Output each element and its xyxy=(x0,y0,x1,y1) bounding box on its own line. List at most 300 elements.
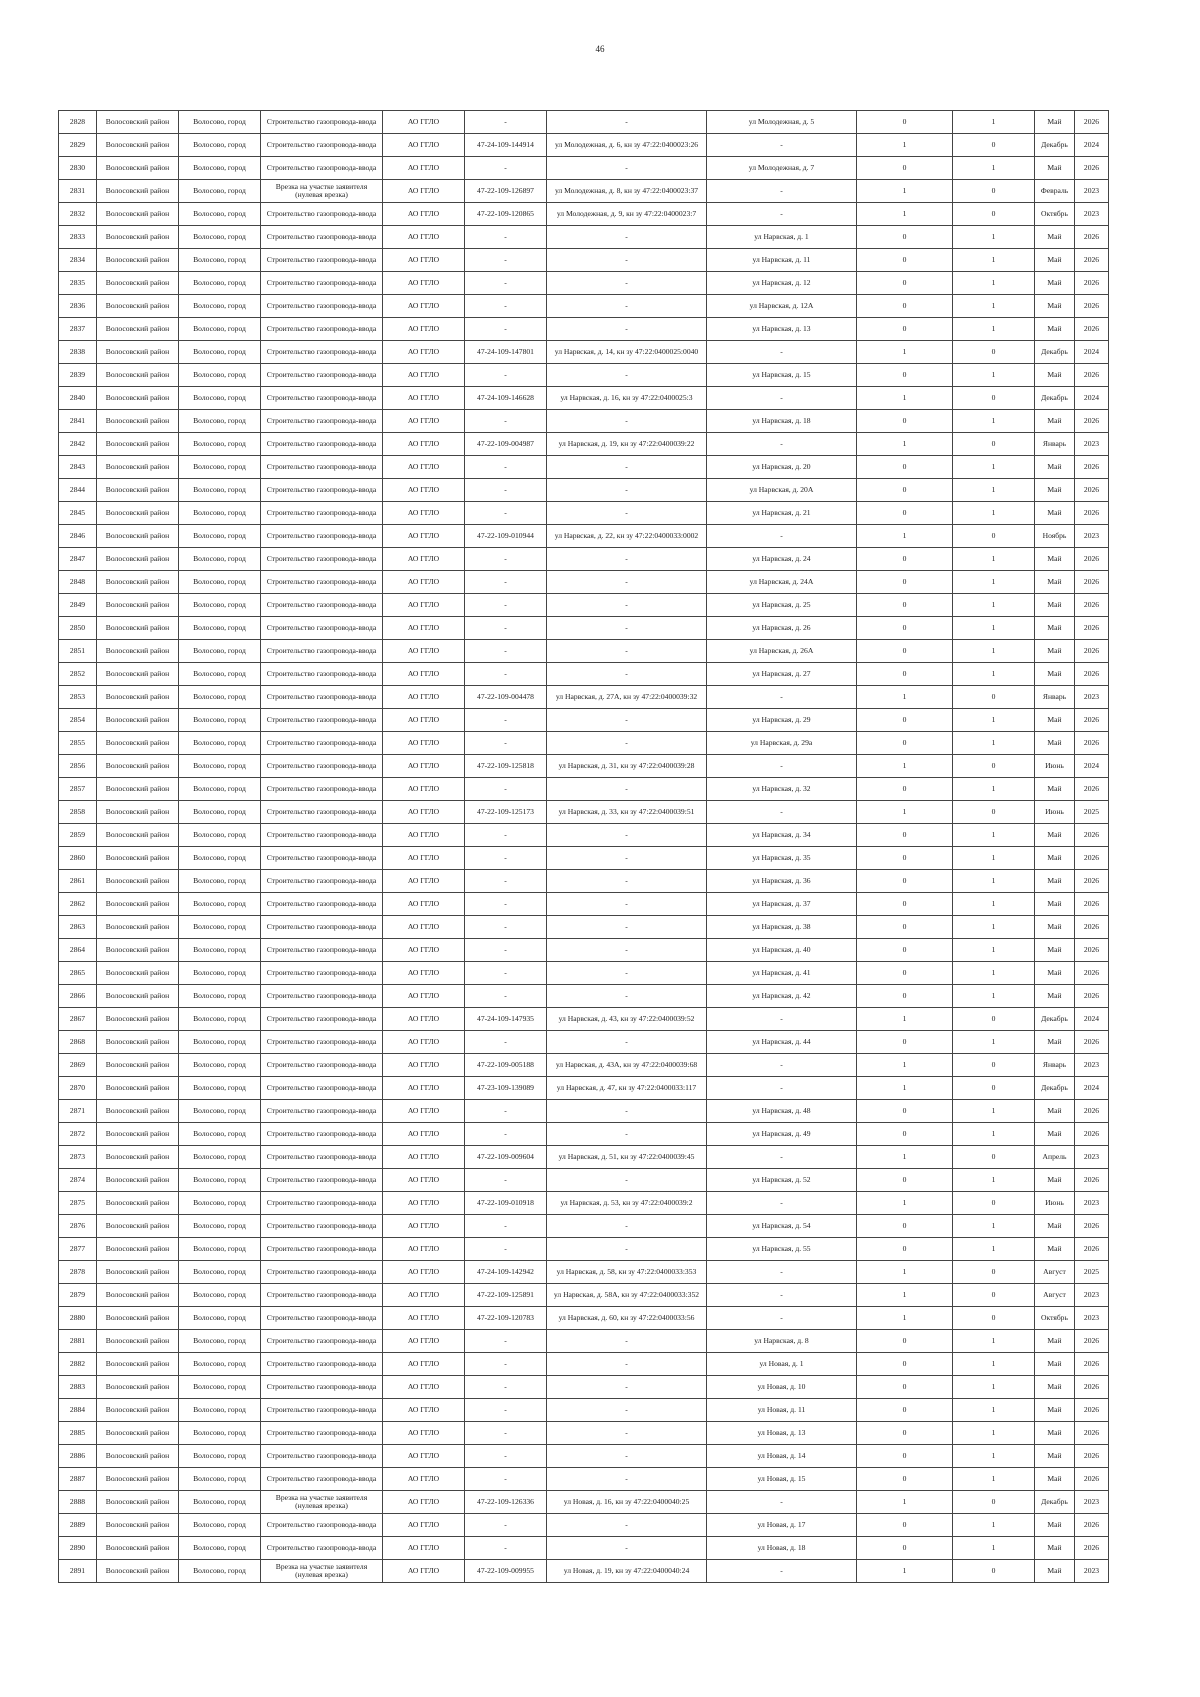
cell-permit: - xyxy=(465,157,547,180)
cell-q1: 1 xyxy=(953,1031,1035,1054)
cell-q1: 0 xyxy=(953,433,1035,456)
cell-district: Волосовский район xyxy=(97,1261,179,1284)
cell-n: 2882 xyxy=(59,1353,97,1376)
cell-work: Строительство газопровода-ввода xyxy=(261,1146,383,1169)
cell-permit: 47-22-109-125818 xyxy=(465,755,547,778)
cell-address: ул Нарвская, д. 12А xyxy=(707,295,857,318)
cell-permit: - xyxy=(465,1123,547,1146)
cell-q1: 0 xyxy=(953,341,1035,364)
table-row xyxy=(59,1491,1109,1514)
cell-cadastral: - xyxy=(547,594,707,617)
table-row xyxy=(59,571,1109,594)
cell-q1: 1 xyxy=(953,1123,1035,1146)
cell-settlement: Волосово, город xyxy=(179,433,261,456)
cell-cadastral: - xyxy=(547,709,707,732)
cell-month: Декабрь xyxy=(1035,1008,1075,1031)
cell-q0: 0 xyxy=(857,226,953,249)
cell-month: Май xyxy=(1035,939,1075,962)
cell-permit: - xyxy=(465,548,547,571)
cell-n: 2878 xyxy=(59,1261,97,1284)
cell-n: 2888 xyxy=(59,1491,97,1514)
table-row xyxy=(59,111,1109,134)
cell-org: АО ГГЛО xyxy=(383,1307,465,1330)
cell-work: Строительство газопровода-ввода xyxy=(261,479,383,502)
cell-org: АО ГГЛО xyxy=(383,1376,465,1399)
cell-settlement: Волосово, город xyxy=(179,985,261,1008)
table-row xyxy=(59,387,1109,410)
cell-n: 2841 xyxy=(59,410,97,433)
cell-district: Волосовский район xyxy=(97,502,179,525)
cell-n: 2885 xyxy=(59,1422,97,1445)
cell-district: Волосовский район xyxy=(97,1376,179,1399)
cell-settlement: Волосово, город xyxy=(179,111,261,134)
cell-address: ул Нарвская, д. 24А xyxy=(707,571,857,594)
cell-year: 2026 xyxy=(1075,502,1109,525)
cell-year: 2023 xyxy=(1075,1054,1109,1077)
cell-q1: 1 xyxy=(953,847,1035,870)
cell-month: Май xyxy=(1035,893,1075,916)
cell-q0: 1 xyxy=(857,1491,953,1514)
cell-n: 2881 xyxy=(59,1330,97,1353)
cell-month: Май xyxy=(1035,1560,1075,1583)
cell-q0: 0 xyxy=(857,1169,953,1192)
cell-address: - xyxy=(707,433,857,456)
cell-q1: 0 xyxy=(953,801,1035,824)
cell-org: АО ГГЛО xyxy=(383,1077,465,1100)
cell-permit: - xyxy=(465,663,547,686)
cell-work: Строительство газопровода-ввода xyxy=(261,755,383,778)
cell-org: АО ГГЛО xyxy=(383,1054,465,1077)
cell-cadastral: ул Нарвская, д. 22, кн зу 47:22:0400033:0002 xyxy=(547,525,707,548)
cell-org: АО ГГЛО xyxy=(383,709,465,732)
cell-settlement: Волосово, город xyxy=(179,686,261,709)
cell-org: АО ГГЛО xyxy=(383,1330,465,1353)
cell-work: Строительство газопровода-ввода xyxy=(261,1514,383,1537)
cell-q1: 1 xyxy=(953,709,1035,732)
cell-permit: - xyxy=(465,1376,547,1399)
cell-cadastral: - xyxy=(547,962,707,985)
table-row xyxy=(59,893,1109,916)
cell-org: АО ГГЛО xyxy=(383,962,465,985)
table-row xyxy=(59,1330,1109,1353)
table-row xyxy=(59,1422,1109,1445)
cell-q1: 0 xyxy=(953,203,1035,226)
cell-n: 2838 xyxy=(59,341,97,364)
cell-n: 2858 xyxy=(59,801,97,824)
cell-month: Май xyxy=(1035,1238,1075,1261)
cell-month: Декабрь xyxy=(1035,341,1075,364)
cell-address: ул Нарвская, д. 18 xyxy=(707,410,857,433)
cell-address: ул Нарвская, д. 38 xyxy=(707,916,857,939)
cell-settlement: Волосово, город xyxy=(179,180,261,203)
cell-address: ул Молодежная, д. 7 xyxy=(707,157,857,180)
cell-month: Май xyxy=(1035,1353,1075,1376)
cell-month: Май xyxy=(1035,272,1075,295)
cell-permit: 47-24-109-146628 xyxy=(465,387,547,410)
cell-year: 2026 xyxy=(1075,594,1109,617)
cell-month: Май xyxy=(1035,1399,1075,1422)
cell-permit: - xyxy=(465,1537,547,1560)
cell-district: Волосовский район xyxy=(97,1031,179,1054)
cell-month: Май xyxy=(1035,502,1075,525)
cell-org: АО ГГЛО xyxy=(383,1261,465,1284)
cell-year: 2023 xyxy=(1075,1560,1109,1583)
cell-month: Апрель xyxy=(1035,1146,1075,1169)
cell-district: Волосовский район xyxy=(97,1284,179,1307)
cell-cadastral: - xyxy=(547,893,707,916)
cell-year: 2026 xyxy=(1075,157,1109,180)
cell-q0: 0 xyxy=(857,1330,953,1353)
cell-n: 2872 xyxy=(59,1123,97,1146)
cell-work: Строительство газопровода-ввода xyxy=(261,456,383,479)
table-row xyxy=(59,847,1109,870)
cell-month: Июнь xyxy=(1035,1192,1075,1215)
cell-district: Волосовский район xyxy=(97,295,179,318)
cell-permit: - xyxy=(465,1422,547,1445)
cell-org: АО ГГЛО xyxy=(383,548,465,571)
cell-org: АО ГГЛО xyxy=(383,525,465,548)
table-row xyxy=(59,502,1109,525)
cell-q0: 0 xyxy=(857,617,953,640)
cell-month: Май xyxy=(1035,456,1075,479)
cell-org: АО ГГЛО xyxy=(383,272,465,295)
cell-settlement: Волосово, город xyxy=(179,1284,261,1307)
cell-cadastral: - xyxy=(547,1353,707,1376)
cell-org: АО ГГЛО xyxy=(383,870,465,893)
cell-address: - xyxy=(707,1284,857,1307)
cell-permit: - xyxy=(465,594,547,617)
cell-year: 2026 xyxy=(1075,1031,1109,1054)
gas-connection-table xyxy=(58,110,1109,1583)
cell-work: Строительство газопровода-ввода xyxy=(261,1537,383,1560)
cell-cadastral: - xyxy=(547,1514,707,1537)
cell-org: АО ГГЛО xyxy=(383,1399,465,1422)
cell-year: 2026 xyxy=(1075,1537,1109,1560)
cell-n: 2830 xyxy=(59,157,97,180)
cell-n: 2844 xyxy=(59,479,97,502)
cell-q0: 1 xyxy=(857,203,953,226)
cell-q1: 1 xyxy=(953,1422,1035,1445)
cell-month: Май xyxy=(1035,226,1075,249)
cell-permit: - xyxy=(465,479,547,502)
cell-permit: - xyxy=(465,847,547,870)
cell-org: АО ГГЛО xyxy=(383,249,465,272)
cell-permit: - xyxy=(465,916,547,939)
table-row xyxy=(59,985,1109,1008)
cell-month: Май xyxy=(1035,1123,1075,1146)
cell-n: 2883 xyxy=(59,1376,97,1399)
cell-address: - xyxy=(707,387,857,410)
table-row xyxy=(59,870,1109,893)
cell-work: Врезка на участке заявителя (нулевая врезка) xyxy=(261,1491,383,1514)
cell-permit: 47-22-109-005188 xyxy=(465,1054,547,1077)
cell-cadastral: - xyxy=(547,939,707,962)
table-row xyxy=(59,1514,1109,1537)
table-row xyxy=(59,1537,1109,1560)
table-row xyxy=(59,479,1109,502)
cell-permit: 47-22-109-004987 xyxy=(465,433,547,456)
cell-address: ул Нарвская, д. 13 xyxy=(707,318,857,341)
cell-settlement: Волосово, город xyxy=(179,962,261,985)
cell-work: Строительство газопровода-ввода xyxy=(261,203,383,226)
cell-cadastral: ул Нарвская, д. 31, кн зу 47:22:0400039:28 xyxy=(547,755,707,778)
cell-q1: 1 xyxy=(953,1215,1035,1238)
cell-work: Строительство газопровода-ввода xyxy=(261,571,383,594)
cell-n: 2868 xyxy=(59,1031,97,1054)
cell-address: ул Нарвская, д. 41 xyxy=(707,962,857,985)
cell-work: Строительство газопровода-ввода xyxy=(261,295,383,318)
cell-work: Строительство газопровода-ввода xyxy=(261,1468,383,1491)
cell-month: Август xyxy=(1035,1261,1075,1284)
cell-year: 2026 xyxy=(1075,226,1109,249)
cell-district: Волосовский район xyxy=(97,755,179,778)
cell-work: Строительство газопровода-ввода xyxy=(261,847,383,870)
table-row xyxy=(59,341,1109,364)
cell-q1: 1 xyxy=(953,410,1035,433)
cell-month: Декабрь xyxy=(1035,387,1075,410)
cell-cadastral: - xyxy=(547,1537,707,1560)
cell-month: Октябрь xyxy=(1035,203,1075,226)
cell-q1: 1 xyxy=(953,364,1035,387)
cell-org: АО ГГЛО xyxy=(383,502,465,525)
cell-n: 2843 xyxy=(59,456,97,479)
cell-n: 2842 xyxy=(59,433,97,456)
cell-district: Волосовский район xyxy=(97,1307,179,1330)
cell-settlement: Волосово, город xyxy=(179,755,261,778)
cell-cadastral: ул Нарвская, д. 53, кн зу 47:22:0400039:2 xyxy=(547,1192,707,1215)
cell-q1: 1 xyxy=(953,1514,1035,1537)
cell-work: Строительство газопровода-ввода xyxy=(261,1123,383,1146)
cell-settlement: Волосово, город xyxy=(179,1123,261,1146)
table-row xyxy=(59,295,1109,318)
cell-work: Строительство газопровода-ввода xyxy=(261,1008,383,1031)
table-row xyxy=(59,410,1109,433)
cell-settlement: Волосово, город xyxy=(179,1215,261,1238)
cell-org: АО ГГЛО xyxy=(383,1560,465,1583)
cell-org: АО ГГЛО xyxy=(383,387,465,410)
cell-month: Май xyxy=(1035,847,1075,870)
cell-org: АО ГГЛО xyxy=(383,226,465,249)
cell-work: Строительство газопровода-ввода xyxy=(261,1100,383,1123)
cell-settlement: Волосово, город xyxy=(179,1008,261,1031)
cell-address: ул Нарвская, д. 12 xyxy=(707,272,857,295)
cell-n: 2884 xyxy=(59,1399,97,1422)
cell-address: - xyxy=(707,1008,857,1031)
cell-q1: 0 xyxy=(953,1560,1035,1583)
cell-address: ул Нарвская, д. 36 xyxy=(707,870,857,893)
cell-cadastral: - xyxy=(547,111,707,134)
cell-cadastral: ул Новая, д. 16, кн зу 47:22:0400040:25 xyxy=(547,1491,707,1514)
cell-work: Строительство газопровода-ввода xyxy=(261,1215,383,1238)
cell-district: Волосовский район xyxy=(97,341,179,364)
cell-org: АО ГГЛО xyxy=(383,1123,465,1146)
cell-district: Волосовский район xyxy=(97,410,179,433)
cell-month: Май xyxy=(1035,778,1075,801)
cell-permit: - xyxy=(465,571,547,594)
cell-settlement: Волосово, город xyxy=(179,824,261,847)
cell-month: Май xyxy=(1035,617,1075,640)
cell-work: Строительство газопровода-ввода xyxy=(261,1330,383,1353)
cell-q1: 0 xyxy=(953,686,1035,709)
cell-org: АО ГГЛО xyxy=(383,410,465,433)
cell-month: Январь xyxy=(1035,433,1075,456)
cell-q1: 1 xyxy=(953,1537,1035,1560)
cell-settlement: Волосово, город xyxy=(179,663,261,686)
cell-q0: 1 xyxy=(857,1284,953,1307)
cell-org: АО ГГЛО xyxy=(383,732,465,755)
cell-org: АО ГГЛО xyxy=(383,985,465,1008)
cell-permit: - xyxy=(465,318,547,341)
cell-year: 2026 xyxy=(1075,479,1109,502)
cell-year: 2024 xyxy=(1075,341,1109,364)
cell-district: Волосовский район xyxy=(97,525,179,548)
cell-work: Строительство газопровода-ввода xyxy=(261,249,383,272)
cell-q0: 0 xyxy=(857,663,953,686)
table-row xyxy=(59,1560,1109,1583)
cell-district: Волосовский район xyxy=(97,203,179,226)
cell-year: 2026 xyxy=(1075,985,1109,1008)
cell-address: - xyxy=(707,203,857,226)
cell-settlement: Волосово, город xyxy=(179,778,261,801)
cell-q1: 1 xyxy=(953,870,1035,893)
cell-cadastral: - xyxy=(547,571,707,594)
cell-work: Строительство газопровода-ввода xyxy=(261,1261,383,1284)
cell-month: Август xyxy=(1035,1284,1075,1307)
cell-permit: 47-22-109-004478 xyxy=(465,686,547,709)
cell-settlement: Волосово, город xyxy=(179,1537,261,1560)
cell-district: Волосовский район xyxy=(97,318,179,341)
cell-settlement: Волосово, город xyxy=(179,571,261,594)
cell-org: АО ГГЛО xyxy=(383,778,465,801)
cell-q0: 0 xyxy=(857,318,953,341)
cell-month: Май xyxy=(1035,594,1075,617)
cell-year: 2023 xyxy=(1075,1307,1109,1330)
cell-n: 2837 xyxy=(59,318,97,341)
cell-q1: 1 xyxy=(953,502,1035,525)
cell-q1: 1 xyxy=(953,640,1035,663)
cell-work: Строительство газопровода-ввода xyxy=(261,870,383,893)
cell-year: 2026 xyxy=(1075,1330,1109,1353)
cell-q0: 0 xyxy=(857,870,953,893)
cell-district: Волосовский район xyxy=(97,1054,179,1077)
cell-org: АО ГГЛО xyxy=(383,939,465,962)
cell-permit: - xyxy=(465,732,547,755)
cell-org: АО ГГЛО xyxy=(383,1169,465,1192)
cell-org: АО ГГЛО xyxy=(383,364,465,387)
cell-permit: - xyxy=(465,1238,547,1261)
cell-org: АО ГГЛО xyxy=(383,1491,465,1514)
cell-work: Строительство газопровода-ввода xyxy=(261,1307,383,1330)
cell-year: 2026 xyxy=(1075,870,1109,893)
cell-year: 2026 xyxy=(1075,1353,1109,1376)
cell-org: АО ГГЛО xyxy=(383,893,465,916)
cell-address: - xyxy=(707,1307,857,1330)
cell-q0: 0 xyxy=(857,916,953,939)
cell-settlement: Волосово, город xyxy=(179,1192,261,1215)
table-row xyxy=(59,1445,1109,1468)
cell-q1: 1 xyxy=(953,1353,1035,1376)
cell-org: АО ГГЛО xyxy=(383,1468,465,1491)
cell-work: Строительство газопровода-ввода xyxy=(261,502,383,525)
cell-cadastral: ул Нарвская, д. 33, кн зу 47:22:0400039:51 xyxy=(547,801,707,824)
cell-month: Май xyxy=(1035,732,1075,755)
cell-district: Волосовский район xyxy=(97,594,179,617)
cell-q0: 0 xyxy=(857,1422,953,1445)
cell-district: Волосовский район xyxy=(97,134,179,157)
cell-q1: 1 xyxy=(953,111,1035,134)
cell-n: 2852 xyxy=(59,663,97,686)
cell-address: - xyxy=(707,1077,857,1100)
cell-org: АО ГГЛО xyxy=(383,341,465,364)
cell-district: Волосовский район xyxy=(97,1100,179,1123)
cell-n: 2891 xyxy=(59,1560,97,1583)
cell-district: Волосовский район xyxy=(97,548,179,571)
cell-district: Волосовский район xyxy=(97,1238,179,1261)
cell-permit: - xyxy=(465,111,547,134)
cell-permit: - xyxy=(465,640,547,663)
cell-work: Строительство газопровода-ввода xyxy=(261,134,383,157)
cell-settlement: Волосово, город xyxy=(179,1330,261,1353)
cell-address: ул Нарвская, д. 55 xyxy=(707,1238,857,1261)
cell-q1: 0 xyxy=(953,387,1035,410)
cell-year: 2026 xyxy=(1075,1123,1109,1146)
cell-org: АО ГГЛО xyxy=(383,847,465,870)
cell-year: 2026 xyxy=(1075,548,1109,571)
cell-n: 2847 xyxy=(59,548,97,571)
cell-work: Строительство газопровода-ввода xyxy=(261,1169,383,1192)
cell-work: Врезка на участке заявителя (нулевая врезка) xyxy=(261,180,383,203)
cell-n: 2854 xyxy=(59,709,97,732)
cell-address: - xyxy=(707,134,857,157)
cell-n: 2845 xyxy=(59,502,97,525)
cell-district: Волосовский район xyxy=(97,778,179,801)
cell-q1: 0 xyxy=(953,1146,1035,1169)
cell-year: 2026 xyxy=(1075,111,1109,134)
cell-address: - xyxy=(707,1054,857,1077)
table-row xyxy=(59,203,1109,226)
table-row xyxy=(59,1376,1109,1399)
cell-month: Май xyxy=(1035,1169,1075,1192)
cell-q0: 0 xyxy=(857,1238,953,1261)
cell-org: АО ГГЛО xyxy=(383,318,465,341)
cell-q1: 1 xyxy=(953,663,1035,686)
cell-cadastral: - xyxy=(547,732,707,755)
table-row xyxy=(59,364,1109,387)
cell-settlement: Волосово, город xyxy=(179,1169,261,1192)
cell-n: 2863 xyxy=(59,916,97,939)
table-row xyxy=(59,1284,1109,1307)
table-row xyxy=(59,1353,1109,1376)
cell-month: Май xyxy=(1035,111,1075,134)
cell-n: 2859 xyxy=(59,824,97,847)
cell-org: АО ГГЛО xyxy=(383,617,465,640)
cell-permit: - xyxy=(465,893,547,916)
cell-q0: 0 xyxy=(857,1215,953,1238)
cell-permit: - xyxy=(465,295,547,318)
cell-settlement: Волосово, город xyxy=(179,1353,261,1376)
cell-q0: 0 xyxy=(857,709,953,732)
table-row xyxy=(59,433,1109,456)
cell-q0: 1 xyxy=(857,801,953,824)
cell-q0: 1 xyxy=(857,180,953,203)
cell-work: Строительство газопровода-ввода xyxy=(261,1284,383,1307)
cell-permit: 47-22-109-010944 xyxy=(465,525,547,548)
cell-cadastral: - xyxy=(547,249,707,272)
cell-address: ул Нарвская, д. 32 xyxy=(707,778,857,801)
cell-month: Июнь xyxy=(1035,801,1075,824)
cell-q1: 0 xyxy=(953,1261,1035,1284)
cell-month: Декабрь xyxy=(1035,1077,1075,1100)
